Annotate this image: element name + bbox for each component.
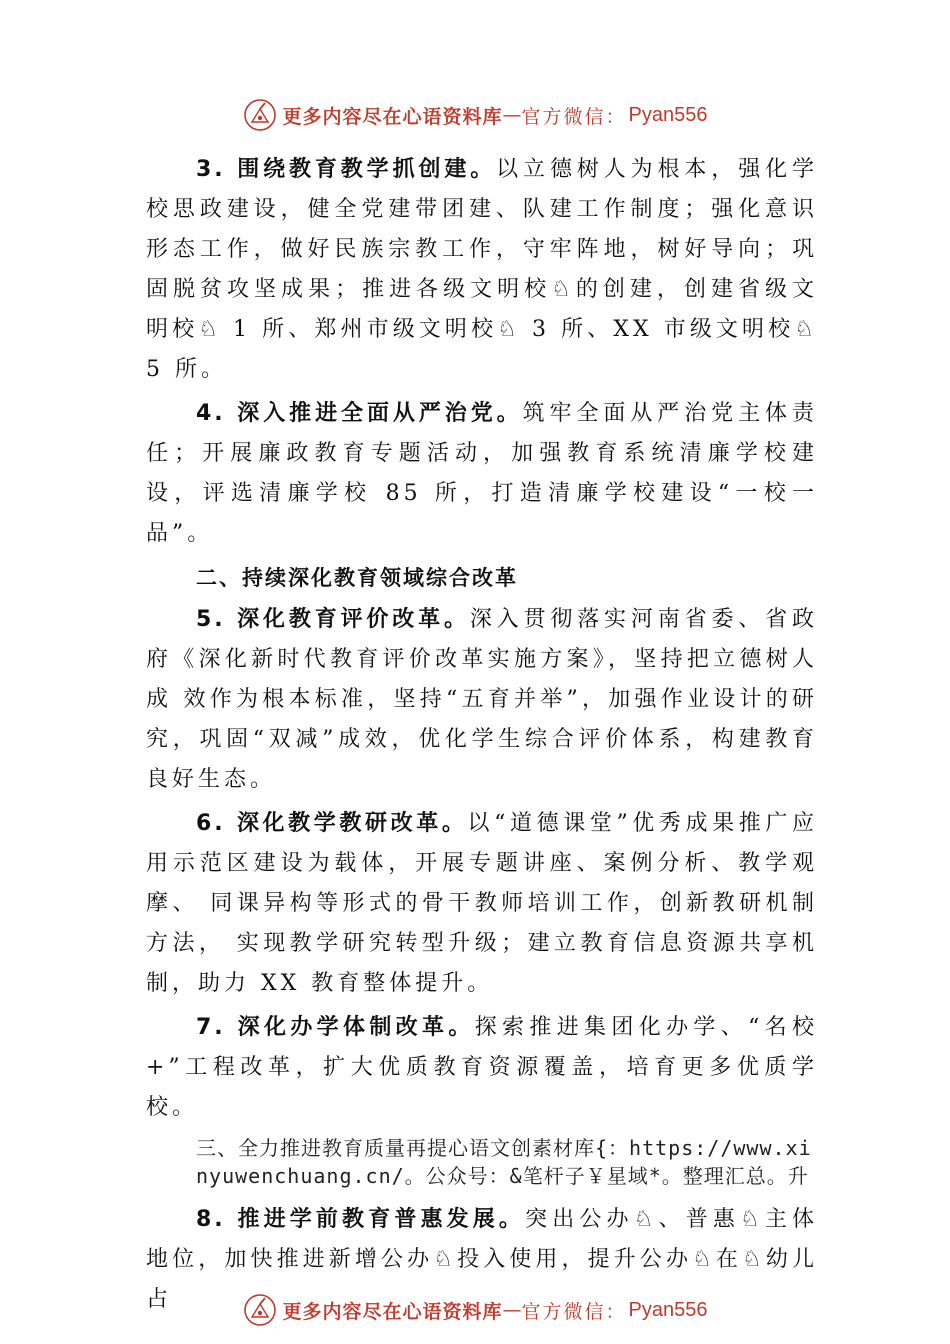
watermark-text: 更多内容尽在心语资料库 bbox=[282, 1300, 503, 1323]
paragraph-3 bbox=[146, 150, 818, 390]
paragraph-4 bbox=[146, 394, 818, 554]
watermark-text: 更多内容尽在心语资料库 bbox=[282, 105, 503, 128]
paragraph-lead: 5. 深化教育评价改革。 bbox=[196, 607, 470, 632]
paragraph-lead: 6. 深化教学教研改革。 bbox=[196, 811, 468, 836]
watermark-dash: — bbox=[502, 104, 522, 126]
paragraph-body: 深入贯彻落实河南省委、省政府《深化新时代教育评价改革实施方案》，坚持把立德树人成 效作为根本标准，坚持“五育并举”，加强作业设计的研究，巩固“双减”成效，优化学生综合评价体系，构建教育良好生态。 bbox=[146, 607, 818, 792]
paragraph-body: 突出公办♘、普惠♘主体地位，加快推进新增公办♘投入使用，提升公办♘在♘幼儿占 bbox=[146, 1207, 819, 1312]
paragraph-5 bbox=[146, 600, 818, 800]
watermark-wechat-label: 官方微信： bbox=[521, 105, 627, 128]
paragraph-6 bbox=[146, 804, 818, 1004]
watermark-header bbox=[0, 95, 950, 135]
paragraph-body: 以“道德课堂”优秀成果推广应用示范区建设为载体，开展专题讲座、案例分析、教学观摩、 同课异构等形式的骨干教师培训工作，创新教研机制方法， 实现教学研究转型升级；建立教育信息资源共享机制，助力 XX 教育整体提升。 bbox=[146, 811, 819, 996]
section-heading-2: 二、持续深化教育领域综合改革 bbox=[196, 566, 518, 590]
paragraph-lead: 7. 深化办学体制改革。 bbox=[196, 1015, 475, 1040]
paragraph-lead: 3. 围绕教育教学抓创建。 bbox=[196, 157, 497, 182]
paragraph-body: 以立德树人为根本，强化学校思政建设，健全党建带团建、队建工作制度；强化意识形态工作，做好民族宗教工作，守牢阵地，树好导向；巩固脱贫攻坚成果；推进各级文明校♘的创建，创建省级文明校♘ 1 所、郑州市级文明校♘ 3 所、XX 市级文明校♘ 5 所。 bbox=[146, 157, 818, 382]
paragraph-body: 筑牢全面从严治党主体责任；开展廉政教育专题活动，加强教育系统清廉学校建设，评选清廉学校 85 所，打造清廉学校建设“一校一品”。 bbox=[146, 401, 818, 546]
watermark-wechat-id: Pyan556 bbox=[628, 103, 708, 126]
paragraph-body: 探索推进集团化办学、“名校+”工程改革，扩大优质教育资源覆盖，培育更多优质学校。 bbox=[146, 1015, 818, 1120]
paragraph-lead: 4. 深入推进全面从严治党。 bbox=[196, 401, 523, 426]
section-heading-3-injected-text: 三、全力推进教育质量再提心语文创素材库{：https://www.xinyuwenchuang.cn/。公众号：&笔杆子￥星域*。整理汇总。升 bbox=[196, 1136, 812, 1188]
watermark-footer bbox=[0, 1290, 950, 1330]
watermark-dash: — bbox=[502, 1299, 522, 1321]
paragraph-7 bbox=[146, 1008, 818, 1128]
book-quill-logo-icon bbox=[243, 1293, 277, 1327]
document-body bbox=[146, 150, 818, 1324]
watermark-wechat-id: Pyan556 bbox=[628, 1298, 708, 1321]
watermark-wechat-label: 官方微信： bbox=[521, 1300, 627, 1323]
book-quill-logo-icon bbox=[243, 98, 277, 132]
paragraph-lead: 8. 推进学前教育普惠发展。 bbox=[196, 1207, 526, 1232]
